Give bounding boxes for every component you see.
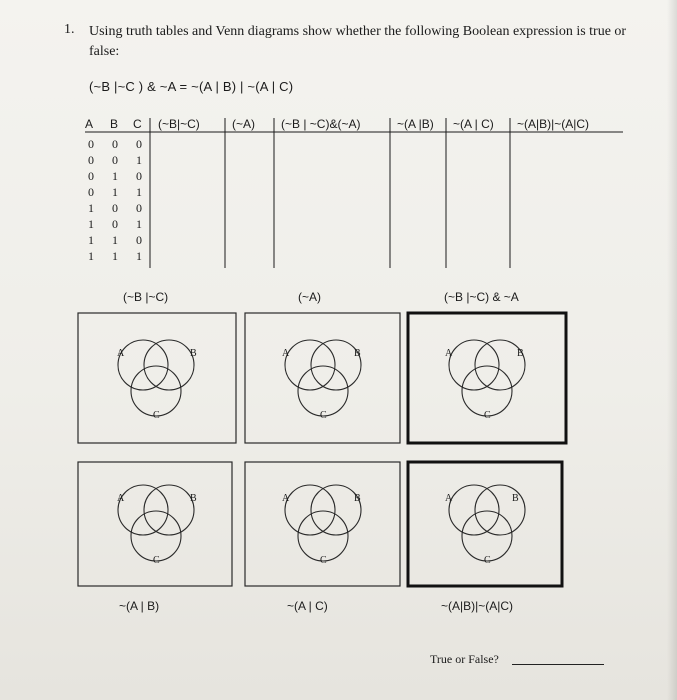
header-not-a-or-c: ~(A | C) <box>453 117 494 131</box>
label-a: A <box>117 493 125 504</box>
cell: 0 <box>136 137 142 151</box>
label-c: C <box>153 555 160 566</box>
cell: 0 <box>112 217 118 231</box>
question-number: 1. <box>64 22 75 37</box>
venn-title-not-b-or-not-c: (~B |~C) <box>123 290 169 304</box>
label-b: B <box>190 493 197 504</box>
cell: 0 <box>112 201 118 215</box>
venn-title-not-a-or-b: ~(A | B) <box>119 599 160 613</box>
label-c: C <box>320 410 327 421</box>
venn-title-not-a-or-c: ~(A | C) <box>287 599 328 613</box>
label-b: B <box>354 348 361 359</box>
boolean-expression: (~B |~C ) & ~A = ~(A | B) | ~(A | C) <box>89 79 294 94</box>
cell: 1 <box>112 249 118 263</box>
true-or-false-prompt: True or False? <box>430 652 499 666</box>
venn-frame-3 <box>408 313 566 443</box>
cell: 1 <box>88 249 94 263</box>
header-not-a-or-b: ~(A |B) <box>397 117 434 131</box>
venn-frame-4 <box>78 462 232 586</box>
cell: 0 <box>136 169 142 183</box>
cell: 0 <box>112 137 118 151</box>
label-a: A <box>282 348 290 359</box>
venn-frame-1 <box>78 313 236 443</box>
label-a: A <box>282 493 290 504</box>
cell: 0 <box>88 153 94 167</box>
venn-frame-6 <box>408 462 562 586</box>
header-c: C <box>133 117 142 131</box>
label-a: A <box>117 348 125 359</box>
cell: 1 <box>112 185 118 199</box>
header-not-b-or-not-c: (~B|~C) <box>158 117 200 131</box>
cell: 1 <box>136 185 142 199</box>
label-c: C <box>153 410 160 421</box>
cell: 1 <box>136 249 142 263</box>
venn-title-right-expression: ~(A|B)|~(A|C) <box>441 599 514 613</box>
label-b: B <box>354 493 361 504</box>
cell: 1 <box>112 169 118 183</box>
venn-frame-5 <box>245 462 400 586</box>
label-b: B <box>190 348 197 359</box>
cell: 1 <box>88 233 94 247</box>
label-b: B <box>512 493 519 504</box>
cell: 0 <box>88 185 94 199</box>
cell: 0 <box>112 153 118 167</box>
cell: 0 <box>136 233 142 247</box>
venn-1-circles <box>118 340 194 416</box>
cell: 0 <box>88 137 94 151</box>
label-c: C <box>320 555 327 566</box>
label-a: A <box>445 348 453 359</box>
header-a: A <box>85 117 94 131</box>
venn-title-left-expression: (~B |~C) & ~A <box>444 290 519 304</box>
venn-3-circles <box>449 340 525 416</box>
header-b: B <box>110 117 119 131</box>
label-b: B <box>517 348 524 359</box>
label-a: A <box>445 493 453 504</box>
header-expr-right: ~(A|B)|~(A|C) <box>517 117 590 131</box>
question-text: Using truth tables and Venn diagrams show whether the following Boolean expression is true or false: <box>89 24 627 59</box>
venn-2-circles <box>285 340 361 416</box>
header-expr-left: (~B | ~C)&(~A) <box>281 117 361 131</box>
cell: 1 <box>88 217 94 231</box>
cell: 1 <box>136 153 142 167</box>
cell: 1 <box>88 201 94 215</box>
venn-4-circles <box>118 485 194 561</box>
cell: 1 <box>112 233 118 247</box>
venn-5-circles <box>285 485 361 561</box>
venn-frame-2 <box>245 313 400 443</box>
cell: 1 <box>136 217 142 231</box>
answer-blank-line[interactable] <box>512 664 604 665</box>
cell: 0 <box>136 201 142 215</box>
label-c: C <box>484 555 491 566</box>
cell: 0 <box>88 169 94 183</box>
label-c: C <box>484 410 491 421</box>
header-not-a: (~A) <box>232 117 256 131</box>
venn-title-not-a: (~A) <box>298 290 322 304</box>
